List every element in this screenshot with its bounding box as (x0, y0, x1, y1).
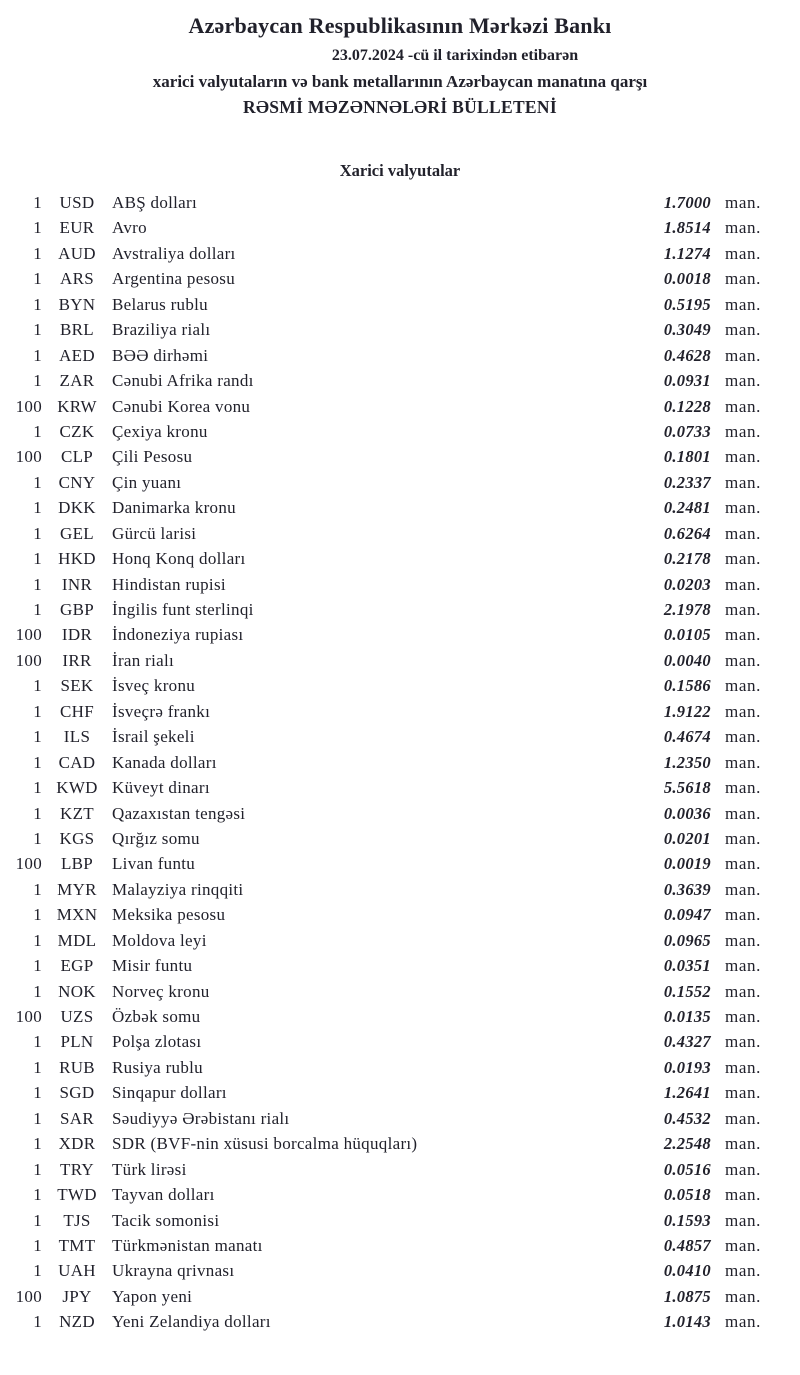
rate-unit: man. (725, 676, 761, 696)
rate-unit: man. (725, 1286, 761, 1306)
rate-value: 1.0875 (663, 1286, 711, 1306)
currency-name: İngilis funt sterlinqi (112, 600, 254, 619)
rate-row (0, 775, 800, 800)
rate-value: 0.0410 (663, 1261, 711, 1281)
rate-value: 0.0040 (663, 650, 711, 670)
rate-unit: man. (725, 778, 761, 798)
currency-name: Küveyt dinarı (112, 778, 210, 798)
rate-row (0, 826, 800, 851)
rate-row (0, 1055, 800, 1080)
rate-row (0, 1182, 800, 1207)
rate-value: 0.0351 (663, 956, 711, 976)
currency-name: Yeni Zelandiya dolları (112, 1312, 271, 1332)
rate-row (0, 1284, 800, 1309)
rate-row (0, 1309, 800, 1334)
currency-code: AED (59, 345, 95, 365)
currency-code: DKK (58, 498, 96, 518)
rate-unit: man. (725, 218, 761, 238)
bulletin-title: RƏSMİ MƏZƏNNƏLƏRİ BÜLLETENİ (243, 97, 557, 117)
currency-name: Cənubi Korea vonu (112, 396, 251, 416)
rate-quantity: 1 (33, 472, 42, 492)
currency-name: Qazaxıstan tengəsi (112, 803, 246, 823)
currency-name: İran rialı (112, 650, 174, 670)
rate-row (0, 470, 800, 495)
rate-quantity: 1 (33, 243, 42, 263)
currency-name: Türk lirəsi (112, 1159, 187, 1179)
currency-code: KWD (56, 778, 98, 798)
rate-value: 0.0203 (663, 574, 711, 594)
rate-row (0, 1208, 800, 1233)
rate-value: 0.0516 (663, 1159, 711, 1179)
rate-unit: man. (725, 727, 761, 747)
currency-code: EUR (59, 218, 95, 238)
currency-name: Honq Konq dolları (112, 549, 246, 569)
rate-unit: man. (725, 421, 761, 441)
rate-quantity: 1 (33, 879, 42, 899)
rate-unit: man. (725, 981, 761, 1001)
rate-row (0, 1258, 800, 1283)
rate-row (0, 190, 800, 215)
currency-code: CZK (59, 421, 95, 441)
rate-quantity: 1 (33, 320, 42, 340)
rate-row (0, 343, 800, 368)
rate-value: 0.0733 (663, 421, 711, 441)
rate-value: 0.1228 (663, 396, 711, 416)
currency-name: SDR (BVF-nin xüsusi borcalma hüquqları) (112, 1134, 418, 1154)
rate-unit: man. (725, 625, 761, 645)
currency-name: Belarus rublu (112, 294, 208, 314)
rate-unit: man. (725, 1261, 761, 1281)
currency-name: Qırğız somu (112, 828, 200, 848)
currency-name: Braziliya rialı (112, 320, 211, 340)
rate-value: 1.0143 (663, 1312, 711, 1332)
rate-value: 0.3639 (663, 879, 711, 899)
currency-code: SAR (60, 1108, 94, 1128)
rate-unit: man. (725, 1007, 761, 1026)
rate-value: 1.8514 (663, 218, 711, 238)
rate-row (0, 801, 800, 826)
currency-code: KZT (60, 803, 94, 823)
rate-row (0, 266, 800, 291)
rate-unit: man. (725, 854, 761, 874)
currency-code: LBP (60, 854, 94, 874)
rates-list (0, 190, 800, 1335)
currency-name: Avro (112, 218, 147, 238)
rate-unit: man. (725, 345, 761, 365)
currency-name: Avstraliya dolları (112, 243, 236, 263)
rate-value: 0.1801 (663, 447, 711, 467)
currency-code: RUB (59, 1057, 95, 1077)
rate-quantity: 1 (33, 218, 42, 238)
rate-row (0, 1004, 800, 1029)
rate-row (0, 1157, 800, 1182)
rate-quantity: 100 (15, 396, 42, 416)
currency-code: AUD (58, 243, 96, 263)
rate-unit: man. (725, 1312, 761, 1332)
rate-value: 0.0193 (663, 1057, 711, 1077)
rate-quantity: 100 (15, 650, 42, 670)
rate-value: 0.1593 (663, 1210, 711, 1230)
currency-code: SEK (60, 676, 94, 696)
currency-name: Özbək somu (112, 1007, 201, 1026)
rate-row (0, 851, 800, 876)
rate-row (0, 1080, 800, 1105)
rate-unit: man. (725, 574, 761, 594)
currency-code: KRW (57, 396, 97, 416)
rate-row (0, 546, 800, 571)
rate-quantity: 1 (33, 523, 42, 543)
currency-code: ZAR (59, 371, 95, 391)
currency-code: CLP (60, 447, 94, 467)
currency-name: Çili Pesosu (112, 447, 193, 467)
rate-row (0, 444, 800, 469)
currency-code: TJS (63, 1210, 91, 1230)
rate-unit: man. (725, 549, 761, 569)
currency-code: IRR (62, 650, 92, 670)
rate-quantity: 1 (33, 1108, 42, 1128)
rate-value: 0.4674 (663, 727, 711, 747)
rate-quantity: 1 (33, 294, 42, 314)
rate-row (0, 572, 800, 597)
rate-quantity: 1 (33, 1134, 42, 1154)
rate-unit: man. (725, 930, 761, 950)
rate-value: 0.4532 (663, 1108, 711, 1128)
rate-quantity: 100 (15, 1007, 42, 1026)
rate-value: 0.0018 (663, 269, 711, 289)
currency-name: Polşa zlotası (112, 1032, 202, 1052)
currency-name: İsrail şekeli (112, 727, 195, 747)
rate-unit: man. (725, 396, 761, 416)
rate-unit: man. (725, 1108, 761, 1128)
rate-row (0, 1131, 800, 1156)
currency-code: INR (61, 574, 93, 594)
currency-name: Kanada dolları (112, 752, 217, 772)
rate-value: 5.5618 (663, 778, 711, 798)
rate-row (0, 495, 800, 520)
rate-quantity: 1 (33, 956, 42, 976)
rate-quantity: 1 (33, 600, 42, 619)
rate-row (0, 1233, 800, 1258)
rate-unit: man. (725, 269, 761, 289)
rate-value: 1.1274 (663, 243, 711, 263)
bulletin-subtitle: xarici valyutaların və bank metallarının Azərbaycan manatına qarşı (152, 72, 648, 91)
currency-code: CNY (58, 472, 96, 492)
currency-code: NOK (58, 981, 96, 1001)
rate-quantity: 1 (33, 701, 42, 721)
currency-code: USD (59, 193, 95, 212)
currency-code: BYN (58, 294, 96, 314)
rate-quantity: 1 (33, 905, 42, 925)
rate-row (0, 648, 800, 673)
rate-value: 1.2641 (663, 1083, 711, 1103)
rate-value: 0.2481 (663, 498, 711, 518)
rate-unit: man. (725, 243, 761, 263)
rate-row (0, 241, 800, 266)
rate-unit: man. (725, 498, 761, 518)
rate-unit: man. (725, 650, 761, 670)
rate-row (0, 979, 800, 1004)
rate-row (0, 928, 800, 953)
currency-name: Tayvan dolları (112, 1185, 215, 1205)
currency-name: BƏƏ dirhəmi (112, 345, 209, 365)
currency-code: EGP (60, 956, 94, 976)
rate-value: 2.2548 (663, 1134, 711, 1154)
rate-unit: man. (725, 905, 761, 925)
bank-title: Azərbaycan Respublikasının Mərkəzi Bankı (188, 13, 612, 38)
rate-value: 0.0931 (663, 371, 711, 391)
rate-value: 0.4628 (663, 345, 711, 365)
currency-code: MXN (56, 905, 98, 925)
currency-code: GEL (60, 523, 94, 543)
currency-name: Çexiya kronu (112, 421, 208, 441)
rate-row (0, 394, 800, 419)
rate-unit: man. (725, 1185, 761, 1205)
rate-quantity: 1 (33, 1032, 42, 1052)
rate-value: 0.0105 (663, 625, 711, 645)
rate-row (0, 1029, 800, 1054)
currency-name: Moldova leyi (112, 930, 207, 950)
currency-name: İsveçrə frankı (112, 701, 211, 721)
currency-name: Livan funtu (112, 854, 196, 874)
rate-quantity: 1 (33, 371, 42, 391)
rate-quantity: 1 (33, 498, 42, 518)
rate-unit: man. (725, 1235, 761, 1255)
rate-value: 0.0201 (663, 828, 711, 848)
rate-quantity: 1 (33, 1210, 42, 1230)
currency-code: TRY (60, 1159, 94, 1179)
rate-unit: man. (725, 294, 761, 314)
rate-quantity: 1 (33, 269, 42, 289)
currency-code: NZD (59, 1312, 95, 1332)
rate-value: 1.9122 (663, 701, 711, 721)
currency-name: İsveç kronu (112, 676, 196, 696)
rate-row (0, 750, 800, 775)
currency-code: CHF (60, 701, 94, 721)
rate-value: 0.0947 (663, 905, 711, 925)
currency-name: Rusiya rublu (112, 1057, 203, 1077)
rate-quantity: 1 (33, 727, 42, 747)
rate-value: 0.1552 (663, 981, 711, 1001)
currency-name: Sinqapur dolları (112, 1083, 227, 1103)
rate-row (0, 673, 800, 698)
rate-row (0, 902, 800, 927)
rate-value: 0.0135 (663, 1007, 711, 1026)
currency-name: Yapon yeni (112, 1286, 193, 1306)
rate-unit: man. (725, 701, 761, 721)
rate-row (0, 292, 800, 317)
rate-unit: man. (725, 193, 761, 212)
rate-value: 0.0036 (663, 803, 711, 823)
rate-quantity: 1 (33, 549, 42, 569)
currency-code: TWD (57, 1185, 97, 1205)
rate-quantity: 1 (33, 1159, 42, 1179)
rate-unit: man. (725, 956, 761, 976)
currency-name: Hindistan rupisi (112, 574, 226, 594)
rate-unit: man. (725, 828, 761, 848)
rate-quantity: 1 (33, 1235, 42, 1255)
currency-name: Səudiyyə Ərəbistanı rialı (112, 1108, 290, 1128)
effective-date-line: 23.07.2024 -cü il tarixindən etibarən (331, 47, 579, 64)
currency-code: PLN (60, 1032, 94, 1052)
rate-value: 0.3049 (663, 320, 711, 340)
rate-quantity: 1 (33, 828, 42, 848)
rate-unit: man. (725, 1134, 761, 1154)
rate-unit: man. (725, 1210, 761, 1230)
section-title-foreign-currencies: Xarici valyutalar (339, 161, 461, 180)
rate-unit: man. (725, 371, 761, 391)
currency-name: Argentina pesosu (112, 269, 235, 289)
rate-row (0, 1106, 800, 1131)
currency-code: IDR (61, 625, 93, 645)
currency-name: Çin yuanı (112, 472, 182, 492)
rate-value: 1.2350 (663, 752, 711, 772)
rate-row (0, 521, 800, 546)
currency-name: Danimarka kronu (112, 498, 236, 518)
rate-value: 0.1586 (663, 676, 711, 696)
rate-quantity: 1 (33, 981, 42, 1001)
currency-name: İndoneziya rupiası (112, 625, 244, 645)
rate-quantity: 1 (33, 421, 42, 441)
rate-quantity: 100 (15, 447, 42, 467)
currency-code: GBP (60, 600, 94, 619)
rate-value: 1.7000 (663, 193, 711, 212)
rate-value: 0.0518 (663, 1185, 711, 1205)
rate-value: 0.0019 (663, 854, 711, 874)
rate-row (0, 953, 800, 978)
rate-quantity: 1 (33, 345, 42, 365)
currency-code: MYR (57, 879, 97, 899)
currency-name: Meksika pesosu (112, 905, 226, 925)
rate-unit: man. (725, 1057, 761, 1077)
rate-row (0, 622, 800, 647)
rate-row (0, 419, 800, 444)
rate-unit: man. (725, 320, 761, 340)
currency-name: Ukrayna qrivnası (112, 1261, 235, 1281)
currency-name: Türkmənistan manatı (112, 1235, 263, 1255)
currency-code: KGS (59, 828, 95, 848)
currency-code: MDL (57, 930, 97, 950)
rate-unit: man. (725, 752, 761, 772)
currency-name: Misir funtu (112, 956, 193, 976)
rate-quantity: 100 (15, 625, 42, 645)
rate-row (0, 724, 800, 749)
rate-unit: man. (725, 472, 761, 492)
rate-row (0, 699, 800, 724)
rate-quantity: 100 (15, 1286, 42, 1306)
currency-code: SGD (59, 1083, 95, 1103)
rate-value: 0.2178 (663, 549, 711, 569)
rate-unit: man. (725, 523, 761, 543)
rate-quantity: 100 (15, 854, 42, 874)
currency-name: Tacik somonisi (112, 1210, 220, 1230)
rate-value: 0.2337 (663, 472, 711, 492)
rate-value: 0.4327 (663, 1032, 711, 1052)
rate-quantity: 1 (33, 193, 42, 212)
currency-name: Norveç kronu (112, 981, 210, 1001)
currency-name: ABŞ dolları (112, 193, 197, 212)
rate-quantity: 1 (33, 1083, 42, 1103)
rate-unit: man. (725, 1083, 761, 1103)
currency-code: ILS (63, 727, 91, 747)
currency-code: XDR (58, 1134, 96, 1154)
rate-quantity: 1 (33, 1185, 42, 1205)
currency-name: Cənubi Afrika randı (112, 371, 254, 391)
rate-quantity: 1 (33, 752, 42, 772)
rate-quantity: 1 (33, 1312, 42, 1332)
currency-code: BRL (60, 320, 94, 340)
rate-quantity: 1 (33, 803, 42, 823)
rate-row (0, 597, 800, 622)
currency-code: JPY (62, 1286, 92, 1306)
rate-row (0, 877, 800, 902)
currency-code: HKD (58, 549, 96, 569)
rate-unit: man. (725, 447, 761, 467)
rate-value: 2.1978 (663, 600, 711, 619)
rate-quantity: 1 (33, 778, 42, 798)
rate-unit: man. (725, 803, 761, 823)
rate-quantity: 1 (33, 676, 42, 696)
rate-value: 0.0965 (663, 930, 711, 950)
rate-quantity: 1 (33, 574, 42, 594)
rate-unit: man. (725, 600, 761, 619)
rate-row (0, 368, 800, 393)
rate-value: 0.6264 (663, 523, 711, 543)
rate-value: 0.5195 (663, 294, 711, 314)
currency-name: Gürcü larisi (112, 523, 197, 543)
rate-unit: man. (725, 879, 761, 899)
currency-code: TMT (58, 1235, 96, 1255)
currency-code: UAH (58, 1261, 96, 1281)
currency-code: ARS (60, 269, 94, 289)
rate-row (0, 317, 800, 342)
rate-value: 0.4857 (663, 1235, 711, 1255)
currency-name: Malayziya rinqqiti (112, 879, 244, 899)
rate-unit: man. (725, 1159, 761, 1179)
rate-row (0, 215, 800, 240)
currency-code: CAD (58, 752, 96, 772)
rate-quantity: 1 (33, 1261, 42, 1281)
currency-code: UZS (60, 1007, 94, 1026)
rate-unit: man. (725, 1032, 761, 1052)
rate-quantity: 1 (33, 930, 42, 950)
rate-quantity: 1 (33, 1057, 42, 1077)
